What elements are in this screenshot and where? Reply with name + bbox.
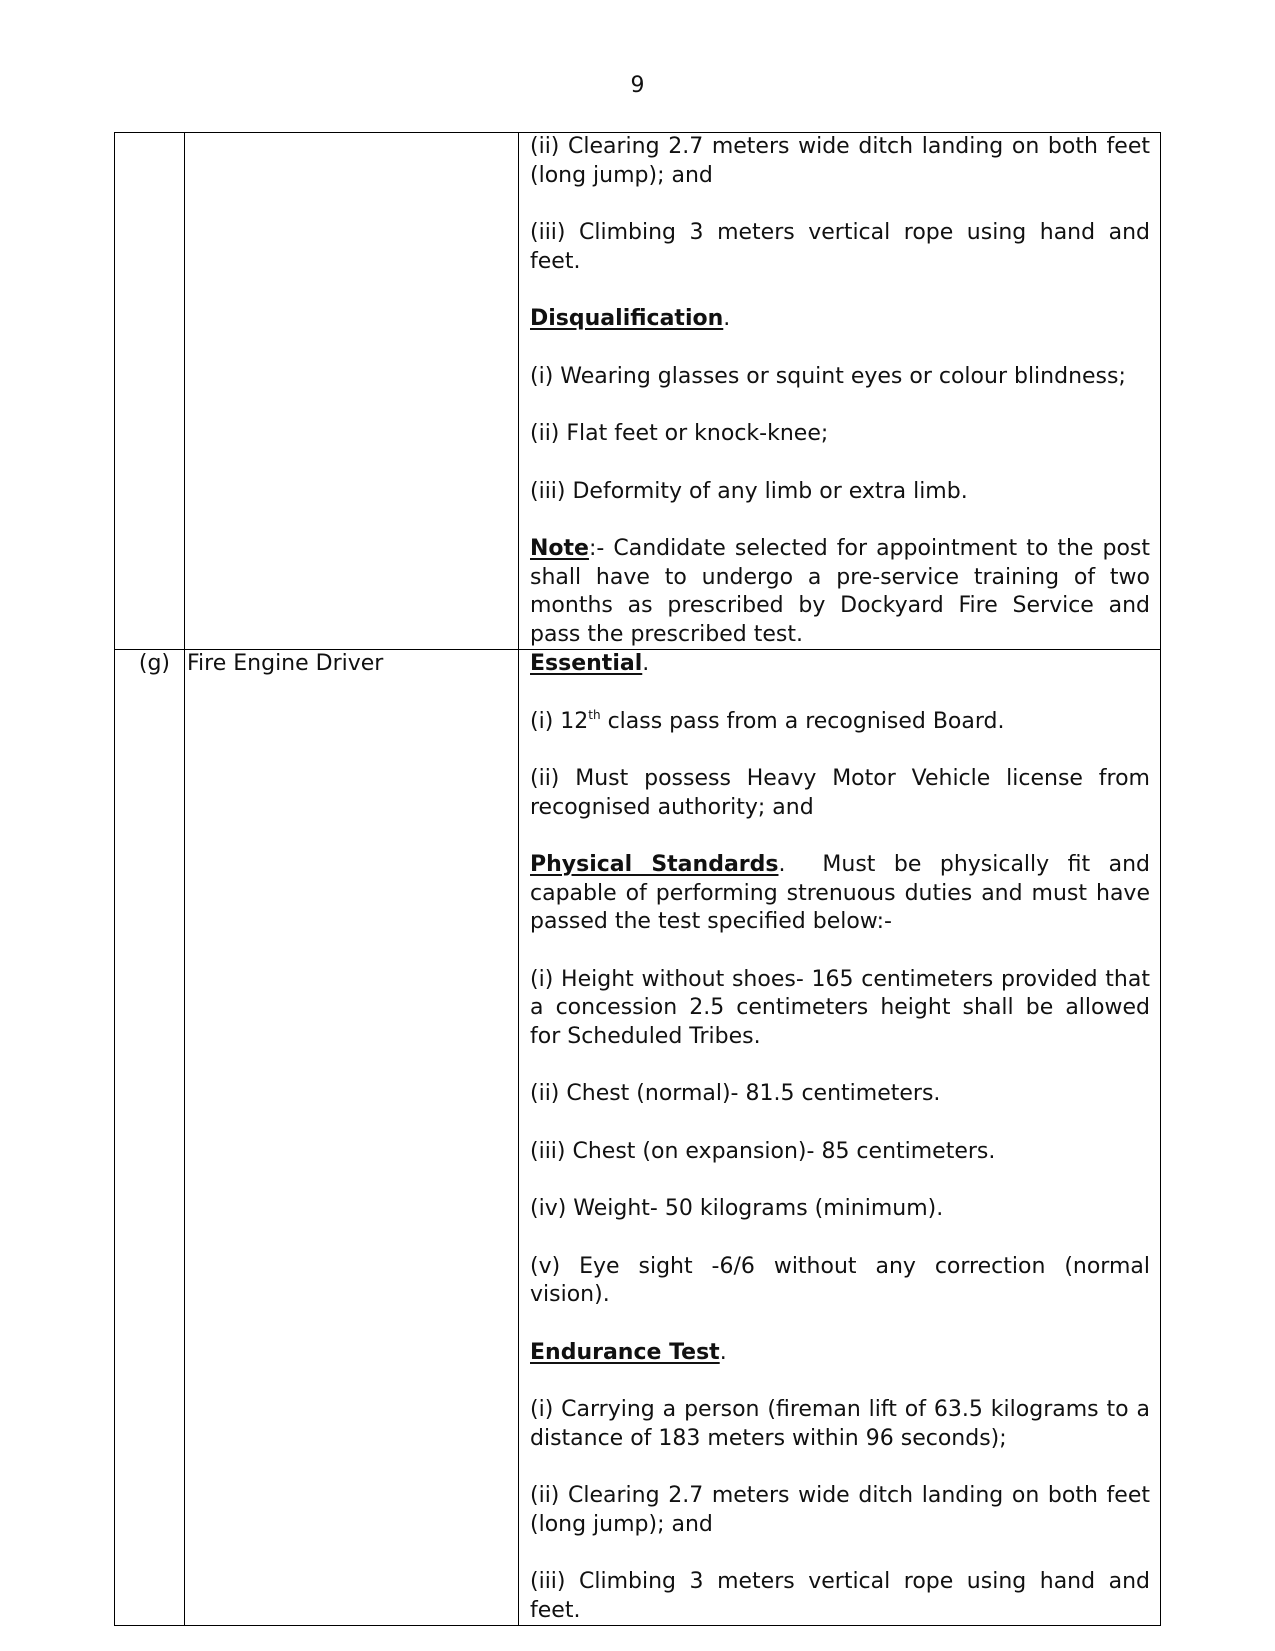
heading-punct: . [719,1339,727,1365]
post-cell: Fire Engine Driver [185,650,519,1626]
continuation-item: (ii) Clearing 2.7 meters wide ditch landing on both feet (long jump); and [530,134,1150,188]
serial-cell: (g) [115,650,185,1626]
essential-item-text: (i) 12 [530,708,589,734]
note-paragraph [530,535,1150,649]
physical-item: (v) Eye sight -6/6 without any correction (normal vision). [530,1253,1150,1307]
physical-item: (ii) Chest (normal)- 81.5 centimeters. [530,1081,941,1106]
heading-punct: . [642,651,650,676]
table-row [115,133,1161,650]
endurance-item: (ii) Clearing 2.7 meters wide ditch landing on both feet (long jump); and [530,1483,1150,1537]
essential-item: (ii) Must possess Heavy Motor Vehicle license from recognised authority; and [530,766,1150,820]
disqualification-item: (ii) Flat feet or knock-knee; [530,421,829,446]
physical-item: (iii) Chest (on expansion)- 85 centimeters. [530,1138,996,1164]
disqualification-heading-text: Disqualification [530,306,724,331]
serial-cell [115,133,185,650]
disqualification-item: (iii) Deformity of any limb or extra limb. [530,478,968,504]
endurance-heading [530,1339,1150,1368]
physical-standards-text: . Must be physically fit and capable of performing strenuous duties and must have passed the test specified below:- [530,852,1157,934]
endurance-heading-text: Endurance Test [530,1339,720,1365]
page-number: 9 [630,73,645,98]
requirements-cell [519,133,1161,650]
physical-standards-paragraph [530,851,1157,937]
ordinal-suffix: th [588,707,601,722]
endurance-item: (iii) Climbing 3 meters vertical rope using hand and feet. [530,1569,1150,1623]
recruitment-rules-table [114,132,1161,1626]
essential-heading-text: Essential [530,651,643,676]
heading-punct: . [723,306,731,331]
physical-item: (i) Height without shoes- 165 centimeters provided that a concession 2.5 centimeters height shall be allowed for Scheduled Tribes. [530,966,1150,1049]
physical-standards-heading: Physical Standards [530,852,779,877]
essential-item-text: class pass from a recognised Board. [600,708,1005,734]
physical-item: (iv) Weight- 50 kilograms (minimum). [530,1196,944,1221]
note-heading: Note [530,536,589,561]
post-cell [185,133,519,650]
note-text: :- Candidate selected for appointment to the post shall have to undergo a pre-service training of two months as prescribed by Dockyard Fire Service and pass the prescribed test. [530,536,1150,647]
disqualification-heading [530,305,1150,334]
endurance-item: (i) Carrying a person (fireman lift of 63.5 kilograms to a distance of 183 meters within 96 seconds); [530,1397,1150,1451]
continuation-item: (iii) Climbing 3 meters vertical rope using hand and feet. [530,220,1150,274]
essential-item [530,708,1150,737]
disqualification-item: (i) Wearing glasses or squint eyes or colour blindness; [530,363,1126,389]
table-row [115,650,1161,1626]
requirements-cell [519,650,1161,1626]
essential-heading [530,650,1150,679]
